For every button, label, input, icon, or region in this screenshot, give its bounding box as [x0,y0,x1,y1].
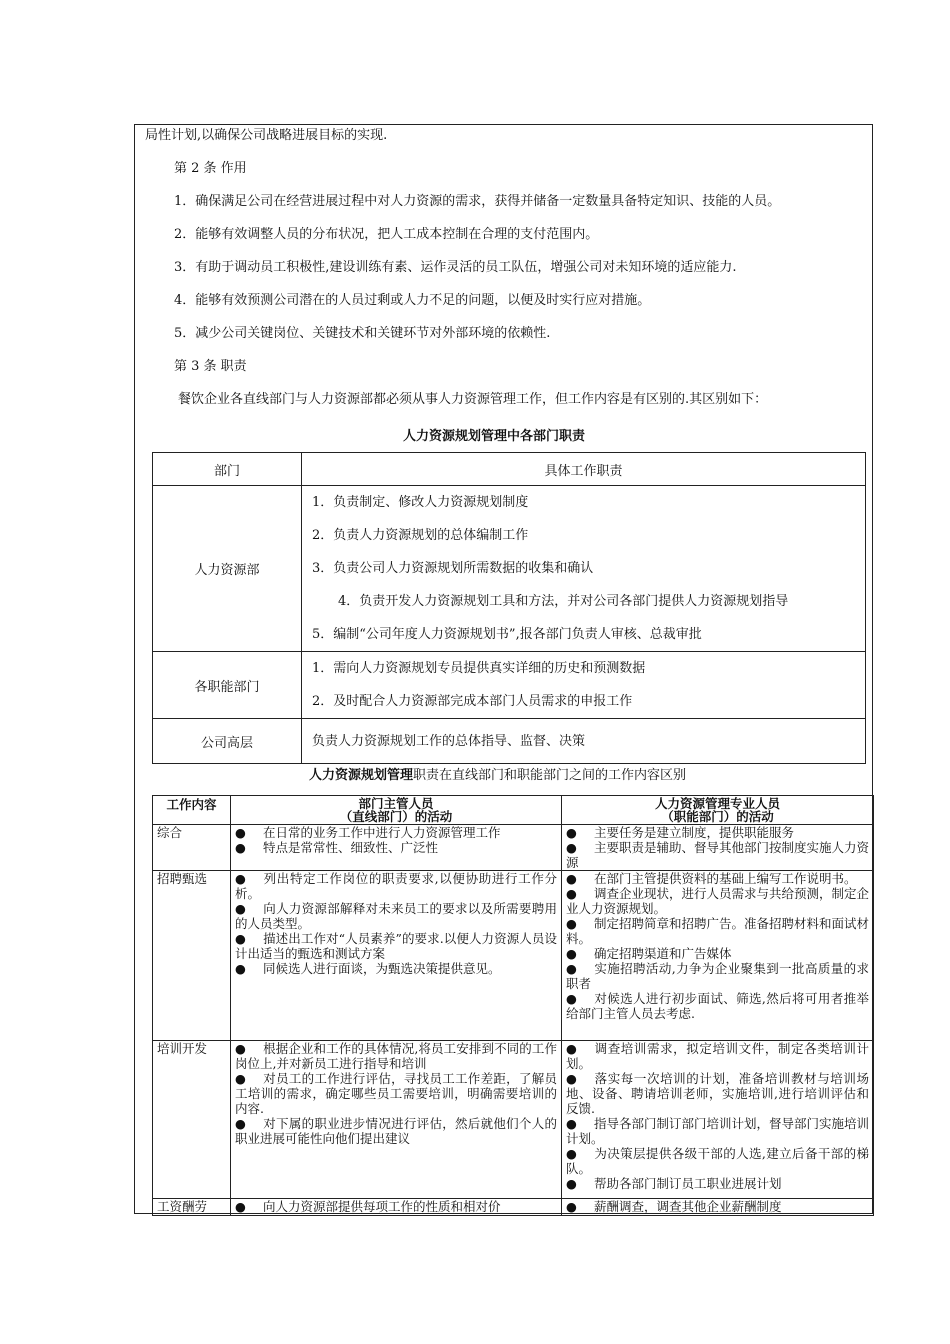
table-row [153,825,874,871]
table1-title: 人力资源规划管理中各部门职责 [403,429,586,444]
row-label: 综合 [153,825,231,871]
bullet-icon: ● [566,961,577,976]
line-activity-cell [231,1041,562,1199]
list-item [566,840,869,870]
list-item [566,991,869,1021]
bullet-icon: ● [235,1116,246,1131]
duty-line: 5．编制“公司年度人力资源规划书”,报各部门负责人审核、总裁审批 [312,627,702,642]
list-item-text: 向人力资源部解释对未来员工的要求以及所需要聘用的人员类型。 [235,901,557,931]
list-item-text: 主要职责是辅助、督导其他部门按制度实施人力资源 [566,840,870,870]
list-item-text: 调查培训需求，拟定培训文件，制定各类培训计划。 [566,1041,869,1071]
line-activity-cell [231,871,562,1041]
func-activity-cell [562,871,874,1041]
bullet-icon: ● [566,825,577,840]
table-row [153,486,866,652]
bullet-icon: ● [566,946,577,961]
list-item-text: 描述出工作对“人员素养”的要求.以便人力资源人员设计出适当的甄选和测试方案 [235,931,557,961]
table-row [153,719,866,764]
list-item-text: 对员工的工作进行评估，寻找员工工作差距，了解员工培训的需求，确定哪些员工需要培训，明确需要培训的内容. [235,1071,557,1116]
list-item-text: 为决策层提供各级干部的人选,建立后备干部的梯队。 [566,1146,869,1176]
list-item-text: 对下属的职业进步情况进行评估，然后就他们个人的职业进展可能性向他们提出建议 [235,1116,557,1146]
list-item [235,1041,557,1071]
list-item-text: 薪酬调查，调查其他企业薪酬制度 [594,1199,782,1214]
list-item-text: 在部门主管提供资料的基础上编写工作说明书。 [594,871,857,886]
list-item-text: 向人力资源部提供每项工作的性质和相对价 [263,1199,501,1214]
bullet-icon: ● [235,871,246,886]
list-item [566,961,869,991]
intro-line: 局性计划,以确保公司战略进展目标的实现. [145,128,388,143]
row-label: 招聘甄选 [153,871,231,1041]
list-item [566,825,869,840]
intro-paragraph: 餐饮企业各直线部门与人力资源部都必须从事人力资源管理工作，但工作内容是有区别的.其区别如下： [178,392,768,407]
func-activity-cell [562,825,874,871]
work-content-table [152,795,874,1216]
list-item [235,901,557,931]
bullet-icon: ● [566,871,577,886]
list-item [235,1116,557,1146]
bullet-icon: ● [566,1146,577,1161]
header-line-b: （直线部门）的活动 [339,809,453,824]
header-func-dept [562,796,874,825]
list-item [235,871,557,901]
bullet-icon: ● [566,1199,577,1214]
bullet-icon: ● [566,991,577,1006]
dept-cell: 公司高层 [153,719,302,764]
table-row [153,871,874,1041]
list-item-text: 落实每一次培训的计划，准备培训教材与培训场地、设备、聘请培训老师，实施培训,进行培训评估和反馈. [566,1071,869,1116]
bullet-icon: ● [566,1041,577,1056]
header-func-b: （职能部门）的活动 [661,809,774,824]
header-dept: 部门 [153,453,302,486]
list-item [235,931,557,961]
role-item-2: 2．能够有效调整人员的分布状况，把人工成本控制在合理的支付范围内。 [174,227,599,242]
header-line-a: 部门主管人员 [358,796,434,811]
header-line-dept [231,796,562,825]
bullet-icon: ● [235,1071,246,1086]
role-item-3: 3．有助于调动员工积极性,建设训练有素、运作灵活的员工队伍，增强公司对未知环境的适应能力. [174,260,737,275]
dept-cell: 各职能部门 [153,652,302,719]
line-activity-cell [231,825,562,871]
list-item [566,1116,869,1146]
duty-line: 4．负责开发人力资源规划工具和方法，并对公司各部门提供人力资源规划指导 [338,594,789,609]
list-item [235,1071,557,1116]
list-item [566,916,869,946]
list-item-text: 根据企业和工作的具体情况,将员工安排到不同的工作岗位上,并对新员工进行指导和培训 [235,1041,557,1071]
list-item-text: 实施招聘活动,力争为企业聚集到一批高质量的求职者 [566,961,869,991]
header-duty: 具体工作职责 [302,453,866,486]
list-item-text: 确定招聘渠道和广告媒体 [594,946,732,961]
list-item [566,1071,869,1116]
duty-cell [302,486,866,652]
bullet-icon: ● [235,961,246,976]
list-item-text: 调查企业现状，进行人员需求与共给预测，制定企业人力资源规划。 [566,886,870,916]
list-item [235,825,557,840]
table2-title-rest: 职责在直线部门和职能部门之间的工作内容区别 [413,768,687,783]
list-item-text: 制定招聘简章和招聘广告。准备招聘材料和面试材料。 [566,916,870,946]
list-item [235,961,557,976]
article-2-heading: 第 2 条 作用 [174,161,247,176]
row-label: 工资酬劳 [153,1199,231,1216]
func-activity-cell [562,1199,874,1216]
list-item-text: 特点是常常性、细致性、广泛性 [263,840,439,855]
table-header-row [153,453,866,486]
duty-line: 2．负责人力资源规划的总体编制工作 [312,528,529,543]
list-item [566,946,869,961]
bullet-icon: ● [235,825,246,840]
table-row [153,1041,874,1199]
list-item [235,840,557,855]
list-item [566,886,869,916]
table-row [153,652,866,719]
bullet-icon: ● [235,931,246,946]
table-header-row [153,796,874,825]
list-item-text: 同候选人进行面谈，为甄选决策提供意见。 [263,961,501,976]
line-activity-cell [231,1199,562,1216]
func-activity-cell [562,1041,874,1199]
list-item-text: 指导各部门制订部门培训计划，督导部门实施培训计划。 [566,1116,870,1146]
duty-line: 3．负责公司人力资源规划所需数据的收集和确认 [312,561,594,576]
bullet-icon: ● [566,886,577,901]
bullet-icon: ● [235,901,246,916]
list-item [566,1041,869,1071]
duty-line: 负责人力资源规划工作的总体指导、监督、决策 [312,733,586,749]
bullet-icon: ● [235,840,246,855]
bullet-icon: ● [235,1041,246,1056]
list-item-text: 列出特定工作岗位的职责要求,以便协助进行工作分析。 [235,871,557,901]
header-func-a: 人力资源管理专业人员 [654,796,780,811]
bullet-icon: ● [235,1199,246,1214]
list-item-text: 在日常的业务工作中进行人力资源管理工作 [263,825,501,840]
duty-cell [302,719,866,764]
duty-cell [302,652,866,719]
duty-line: 1．负责制定、修改人力资源规划制度 [312,495,529,510]
role-item-4: 4．能够有效预测公司潜在的人员过剩或人力不足的问题，以便及时实行应对措施。 [174,293,651,308]
row-label: 培训开发 [153,1041,231,1199]
duty-line: 2．及时配合人力资源部完成本部门人员需求的申报工作 [312,694,633,709]
list-item-text: 对候选人进行初步面试、筛选,然后将可用者推举给部门主管人员去考虑. [566,991,869,1021]
list-item [566,1146,869,1176]
bullet-icon: ● [566,916,577,931]
table-row [153,1199,874,1216]
table2-title-bold: 人力资源规划管理 [309,768,414,783]
table2-title [309,767,686,785]
role-item-5: 5．减少公司关键岗位、关键技术和关键环节对外部环境的依赖性. [174,326,551,341]
department-duty-table [152,452,866,764]
list-item-text: 主要任务是建立制度，提供职能服务 [594,825,795,840]
bullet-icon: ● [566,1071,577,1086]
duty-line: 1．需向人力资源规划专员提供真实详细的历史和预测数据 [312,661,646,676]
list-item [566,1176,869,1191]
list-item-text: 帮助各部门制订员工职业进展计划 [594,1176,782,1191]
list-item [566,871,869,886]
dept-cell: 人力资源部 [153,486,302,652]
article-3-heading: 第 3 条 职责 [174,359,247,374]
bullet-icon: ● [566,1176,577,1191]
bullet-icon: ● [566,1116,577,1131]
header-content: 工作内容 [153,796,231,825]
role-item-1: 1．确保满足公司在经营进展过程中对人力资源的需求，获得并储备一定数量具备特定知识、技能的人员。 [174,194,781,209]
bullet-icon: ● [566,840,577,855]
